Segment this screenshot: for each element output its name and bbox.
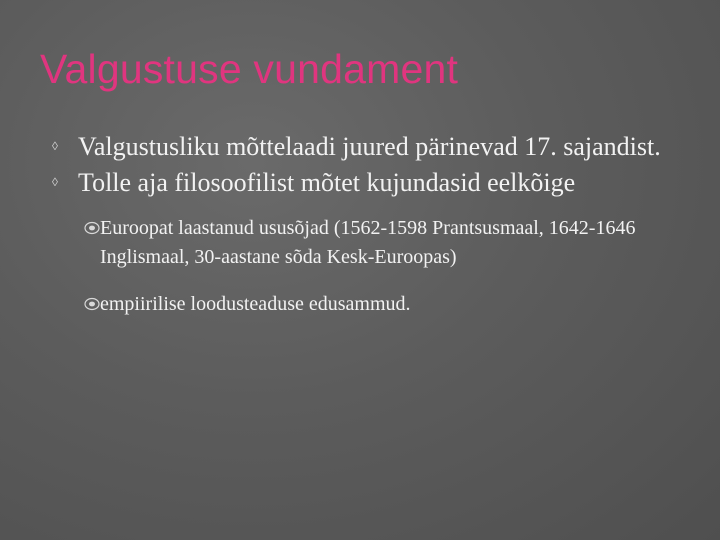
- target-bullet-icon: [84, 297, 100, 311]
- sub-bullet-item: [40, 214, 680, 272]
- sub-bullet-text: Euroopat laastanud ususõjad (1562-1598 Prantsusmaal, 1642-1646 Inglismaal, 30-aastane sõda Kesk-Euroopas): [100, 217, 636, 268]
- target-bullet-icon: [84, 221, 100, 235]
- bullet-text: Tolle aja filosoofilist mõtet kujundasid eelkõige: [78, 168, 576, 197]
- bullet-item: [40, 166, 680, 200]
- bullet-item: [40, 130, 680, 164]
- bullet-text: Valgustusliku mõttelaadi juured pärinevad 17. sajandist.: [78, 132, 661, 161]
- sub-bullet-text: empiirilise loodusteaduse edusammud.: [100, 293, 411, 315]
- slide-body: [40, 130, 680, 319]
- small-bullet-icon: ◊: [52, 175, 58, 189]
- small-bullet-icon: ◊: [52, 139, 58, 153]
- sub-bullet-item: [40, 290, 680, 319]
- slide-title: Valgustuse vundament: [40, 46, 459, 92]
